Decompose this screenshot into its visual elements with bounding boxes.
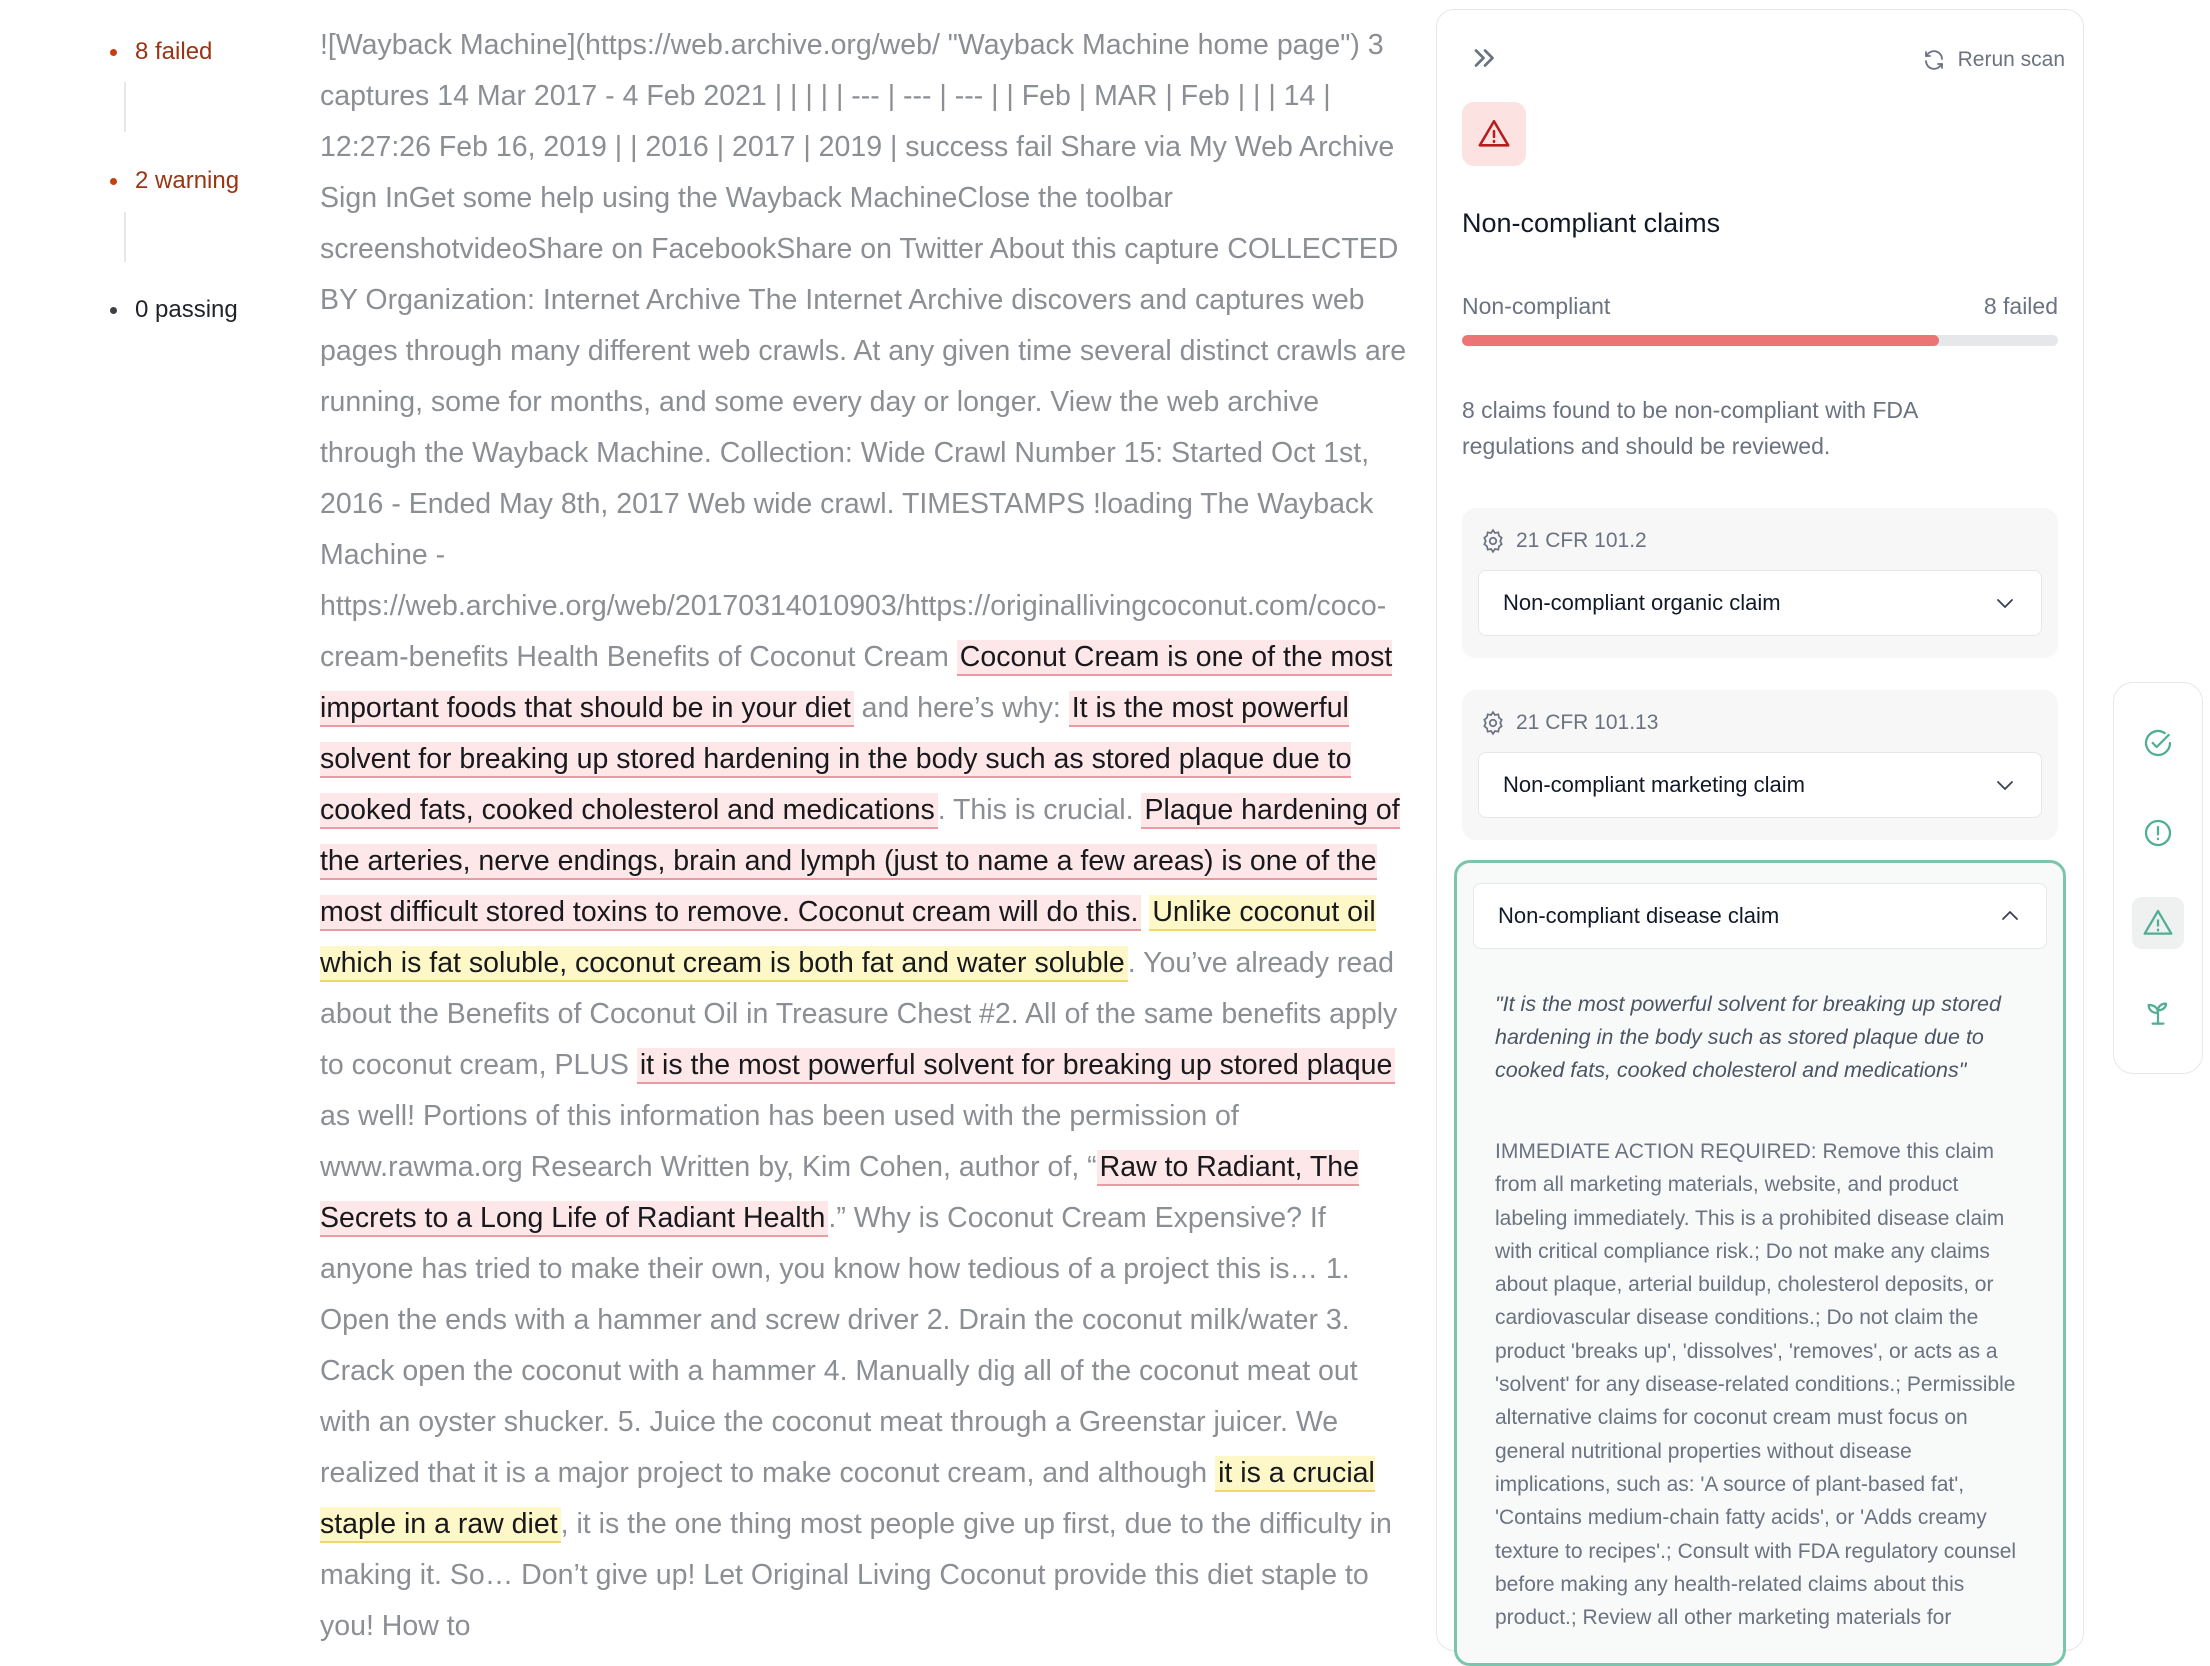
panel-title: Non-compliant claims (1462, 208, 1721, 238)
chevron-down-icon (1993, 773, 2017, 797)
highlight-noncompliant[interactable]: It is the most powerful solvent for breaking up stored hardening in the body such as stored plaque due to cooked fats, cooked cholesterol and medications (320, 691, 1351, 829)
document-text-segment: and here’s why: (853, 692, 1069, 724)
claim-dropdown-disease[interactable] (1473, 883, 2047, 949)
chevrons-right-icon (1467, 40, 1503, 76)
progress-bar (1462, 335, 2058, 346)
rerun-scan-label: Rerun scan (1957, 48, 2065, 71)
highlight-noncompliant[interactable]: Coconut Cream is one of the most important foods that should be in your diet (320, 640, 1392, 727)
claim-dropdown-marketing[interactable] (1478, 752, 2042, 818)
passing-filter-button[interactable] (2132, 717, 2184, 769)
status-passing-label: 0 passing (135, 296, 238, 323)
warning-triangle-icon (1477, 117, 1511, 151)
passing-dot (110, 307, 117, 314)
sprout-icon (2142, 997, 2174, 1029)
side-rail (2113, 682, 2203, 1074)
document-text-segment: as well! Portions of this information has been used with the permission of www.rawma.org Research Written by, Kim Cohen, author of, “ (320, 1100, 1239, 1183)
status-label: Non-compliant (1462, 293, 1611, 319)
highlight-noncompliant[interactable]: Raw to Radiant, The Secrets to a Long Life of Radiant Health (320, 1150, 1359, 1237)
warning-dot (110, 178, 117, 185)
document-text (320, 20, 1410, 1652)
cfr-reference (1480, 528, 1647, 554)
document-text-segment: . This is crucial. (937, 794, 1142, 826)
claim-group-expanded (1454, 860, 2066, 1666)
highlight-warning[interactable]: it is a crucial staple in a raw diet (320, 1456, 1375, 1543)
warning-filter-button[interactable] (2132, 807, 2184, 859)
cfr-reference (1480, 710, 1658, 736)
refresh-icon (1922, 48, 1946, 72)
highlight-warning[interactable]: Unlike coconut oil which is fat soluble, coconut cream is both fat and water soluble (320, 895, 1376, 982)
status-row (1462, 293, 2058, 320)
chevron-up-icon (1998, 904, 2022, 928)
status-passing[interactable] (110, 296, 238, 324)
progress-bar-fill (1462, 335, 1939, 346)
status-failed-label: 8 failed (135, 38, 213, 65)
claim-dropdown-label: Non-compliant disease claim (1498, 903, 1780, 928)
failed-dot (110, 49, 117, 56)
claim-quote: "It is the most powerful solvent for breaking up stored hardening in the body such as stored plaque due to cooked fats, cooked cholesterol and medications" (1495, 992, 2001, 1082)
status-failed[interactable] (110, 38, 212, 66)
alert-circle-icon (2142, 817, 2174, 849)
divider (124, 212, 126, 262)
rerun-scan-button[interactable] (1922, 48, 2065, 72)
claim-dropdown-label: Non-compliant organic claim (1503, 590, 1781, 615)
document-text-segment: , it is the one thing most people give up first, due to the difficulty in making it. So… Don’t give up! Let Original Living Coconut provide this diet staple to you! How to (320, 1508, 1392, 1642)
status-warning[interactable] (110, 167, 239, 195)
chevron-down-icon (1993, 591, 2017, 615)
document-text-segment: .” Why is Coconut Cream Expensive? If anyone has tried to make their own, you know how tedious of a project this is… 1. Open the ends with a hammer and screw driver 2. Drain the coconut milk/water 3. Crack open the coconut with a hammer 4. Manually dig all of the coconut meat out with an oyster shucker. 5. Juice the coconut meat through a Greenstar juicer. We realized that it is a major project to make coconut cream, and although (320, 1202, 1358, 1489)
cfr-label: 21 CFR 101.2 (1516, 529, 1647, 552)
warning-badge (1462, 102, 1526, 166)
divider (124, 82, 126, 132)
ingredients-button[interactable] (2132, 987, 2184, 1039)
failed-filter-button[interactable] (2132, 897, 2184, 949)
highlight-noncompliant[interactable]: it is the most powerful solvent for breaking up stored plaque (637, 1048, 1396, 1084)
claim-dropdown-label: Non-compliant marketing claim (1503, 772, 1805, 797)
collapse-panel-button[interactable] (1467, 40, 1503, 76)
claim-group-card (1462, 690, 2058, 840)
claim-dropdown-organic[interactable] (1478, 570, 2042, 636)
check-circle-icon (2142, 727, 2174, 759)
panel-description: 8 claims found to be non-compliant with FDA regulations and should be reviewed. (1462, 397, 1918, 459)
cfr-label: 21 CFR 101.13 (1516, 711, 1659, 734)
status-count: 8 failed (1983, 293, 2058, 319)
status-warning-label: 2 warning (135, 167, 240, 194)
document-text-segment: ![Wayback Machine](https://web.archive.org/web/ "Wayback Machine home page") 3 captures 14 Mar 2017 - 4 Feb 2021 | | | | | --- | --- | --- | | Feb | MAR | Feb | | | 14 | 12:27:26 Feb 16, 2019 | | 2016 | 2017 | 2019 | success fail Share via My Web Archive Sign InGet some help using the Wayback MachineClose the toolbar screenshotvideoShare on FacebookShare on Twitter About this capture COLLECTED BY Organization: Internet Archive The Internet Archive discovers and captures web pages through many different web crawls. At any given time several distinct crawls are running, some for months, and some every day or longer. View the web archive through the Wayback Machine. Collection: Wide Crawl Number 15: Started Oct 1st, 2016 - Ended May 8th, 2017 Web wide crawl. TIMESTAMPS !loading The Wayback Machine - https://web.archive.org/web/20170314010903/https://originallivingcoconut.com/coco-cream-benefits Health Benefits of Coconut Cream (320, 29, 1407, 673)
document-text-segment: . You’ve already read about the Benefits of Coconut Oil in Treasure Chest #2. All of the same benefits apply to coconut cream, PLUS (320, 947, 1398, 1081)
gear-icon (1480, 710, 1506, 736)
warning-triangle-icon (2142, 907, 2174, 939)
action-required-text: IMMEDIATE ACTION REQUIRED: Remove this claim from all marketing materials, website, and product labeling immediately. This is a prohibited disease claim with critical compliance risk.; Do not make any claims about plaque, arterial buildup, cholesterol deposits, or cardiovascular disease conditions.; Do not claim the product 'breaks up', 'dissolves', 'removes', or acts as a 'solvent' for any disease-related conditions.; Permissible alternative claims for coconut cream must focus on general nutritional properties without disease implications, such as: 'A source of plant-based fat', 'Contains medium-chain fatty acids', or 'Adds creamy texture to recipes'.; Consult with FDA regulatory counsel before making any health-related claims about this product.; Review all other marketing materials for (1495, 1140, 2017, 1630)
claims-panel (1436, 9, 2084, 1651)
gear-icon (1480, 528, 1506, 554)
claim-group-card (1462, 508, 2058, 658)
highlight-noncompliant[interactable]: Plaque hardening of the arteries, nerve endings, brain and lymph (just to name a few areas) is one of the most difficult stored toxins to remove. Coconut cream will do this. (320, 793, 1400, 931)
